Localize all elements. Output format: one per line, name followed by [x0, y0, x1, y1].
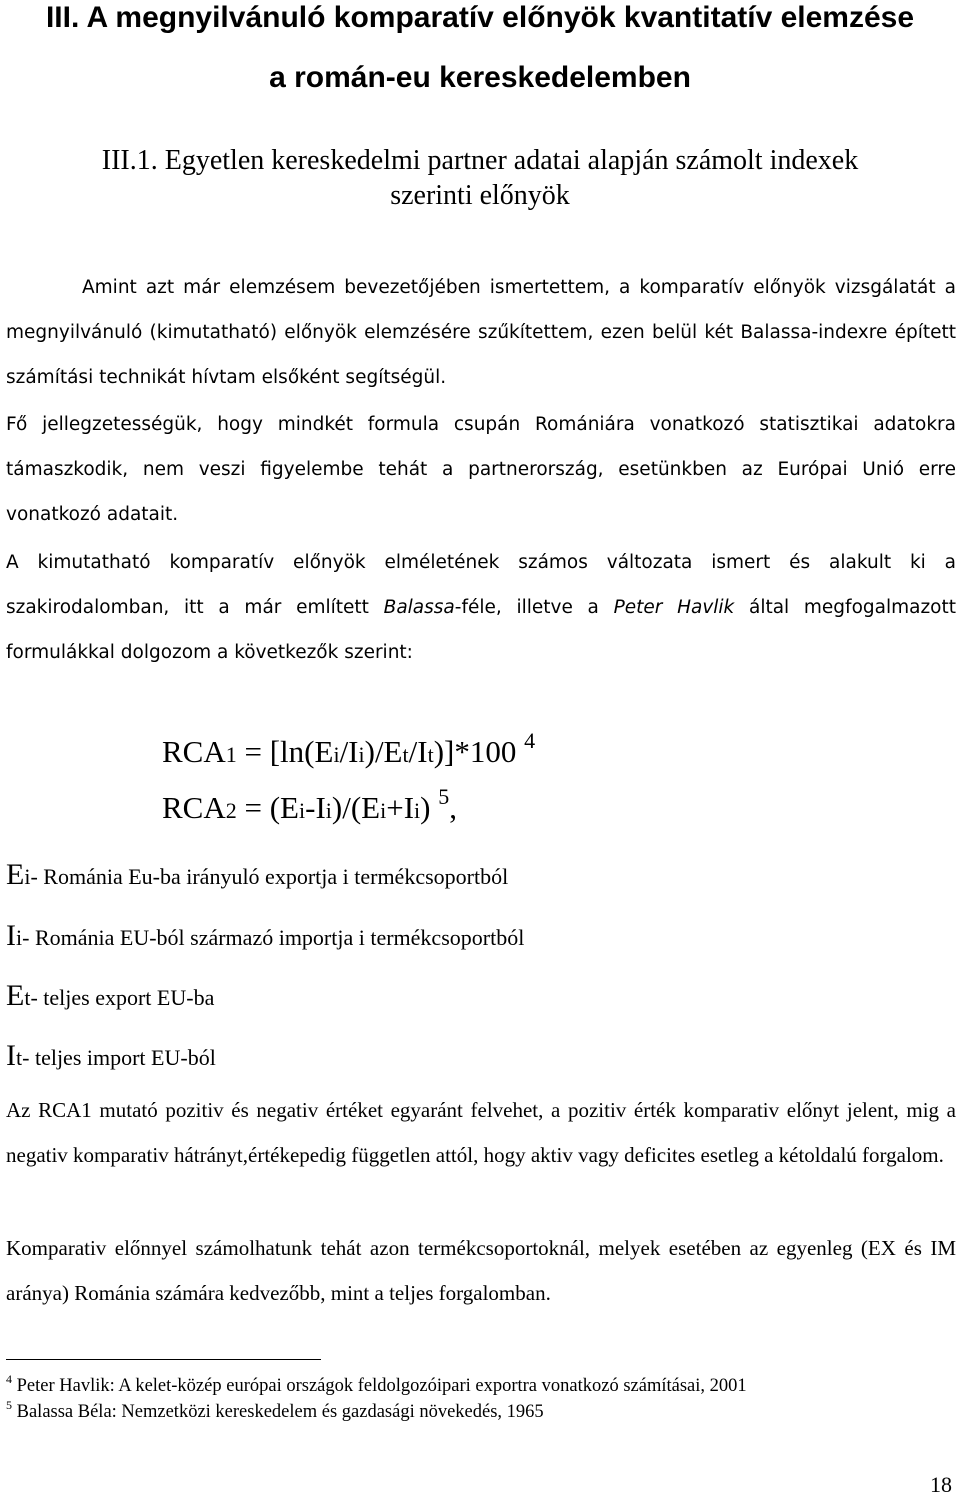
footnote-4: $^4$ Peter Havlik: A kelet-közép európai országok feldolgozóipari exportra vonatkozó számításai, 2001 [6, 1372, 747, 1396]
chapter-title-line2: a román-eu kereskedelemben [269, 61, 691, 94]
emphasis-balassa: Balassa [383, 597, 455, 618]
formula-rca1: RCA1 = [ln(Ei/Ii)/Et/It)]*100 $^4$ [162, 728, 536, 769]
definition-et: Et- teljes export EU-ba [6, 979, 215, 1012]
paragraph-rca1-interpretation: Az RCA1 mutató pozitiv és negativ értéket egyaránt felvehet, a pozitiv érték komparativ előnyt jelent, mig a negativ komparativ hátrányt,értékepedig független attól, hogy aktiv vagy deficites esetleg a kétoldalú forgalom. [6, 1098, 956, 1167]
footnote-separator [6, 1359, 321, 1360]
formula-rca2: RCA2 = (Ei-Ii)/(Ei+Ii) $^5$, [162, 784, 457, 825]
paragraph-formulas-intro: A kimutatható komparatív előnyök elméletének számos változata ismert és alakult ki a szakirodalomban, itt a már említett Balassa-féle, illetve a Peter Havlik által megfogalmazott formulákkal dolgozom a következők szerint: [6, 552, 957, 663]
footnote-5: $^5$ Balassa Béla: Nemzetközi kereskedelem és gazdasági növekedés, 1965 [6, 1398, 544, 1422]
chapter-title-line1: III. A megnyilvánuló komparatív előnyök kvantitatív elemzése [45, 1, 915, 34]
emphasis-peter-havlik: Peter Havlik [613, 597, 735, 618]
paragraph-characteristics: Fő jellegzetességük, hogy mindkét formula csupán Romániára vonatkozó statisztikai adatokra támaszkodik, nem veszi figyelembe tehát a partnerország, esetünkben az Európai Unió erre vonatkozó adatait. [6, 414, 956, 525]
definition-ei: Ei- Románia Eu-ba irányuló exportja i termékcsoportból [6, 858, 509, 891]
page-number: 18 [930, 1472, 952, 1497]
definition-it: It- teljes import EU-ból [6, 1039, 216, 1072]
section-title-line2: szerinti előnyök [390, 180, 570, 211]
definition-ii: Ii- Románia EU-ból származó importja i termékcsoportból [6, 919, 525, 952]
paragraph-intro: Amint azt már elemzésem bevezetőjében ismertettem, a komparatív előnyök vizsgálatát a megnyilvánuló (kimutatható) előnyök elemzésére szűkítettem, ezen belül két Balassa-indexre épített számítási technikát hívtam elsőként segítségül. [6, 277, 956, 388]
footnote-ref-4: 4 [524, 728, 536, 753]
section-title-line1: III.1. Egyetlen kereskedelmi partner adatai alapján számolt indexek [101, 145, 859, 176]
paragraph-comparative-advantage: Komparativ előnnyel számolhatunk tehát azon termékcsoportoknál, melyek esetében az egyenleg (EX és IM aránya) Románia számára kedvezőbb, mint a teljes forgalomban. [6, 1236, 956, 1305]
footnote-ref-5: 5 [438, 784, 450, 809]
